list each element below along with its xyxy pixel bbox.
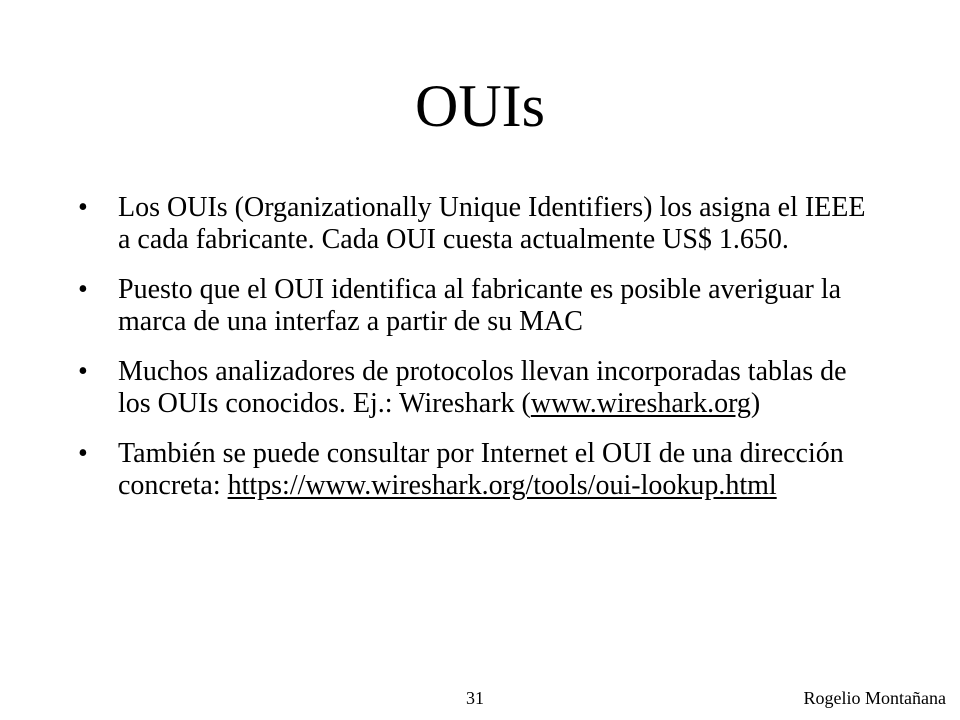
bullet-item	[78, 274, 878, 338]
bullet-icon: •	[78, 274, 88, 305]
bullet-icon: •	[78, 356, 88, 387]
author-name: Rogelio Montañana	[803, 688, 946, 708]
bullet-text: Puesto que el OUI identifica al fabricante es posible averiguar la marca de una interfaz a partir de su MAC	[118, 274, 842, 337]
bullet-list	[78, 192, 878, 520]
bullet-text	[118, 438, 844, 501]
oui-lookup-link[interactable]: https://www.wireshark.org/tools/oui-lookup.html	[227, 470, 777, 501]
bullet-text-after: )	[750, 388, 761, 419]
bullet-item	[78, 356, 878, 420]
bullet-icon: •	[78, 192, 88, 223]
wireshark-link[interactable]: www.wireshark.org	[530, 388, 751, 419]
bullet-text	[118, 356, 847, 419]
bullet-item	[78, 192, 878, 256]
page-number: 31	[466, 688, 484, 708]
bullet-text: Los OUIs (Organizationally Unique Identifiers) los asigna el IEEE a cada fabricante. Cada OUI cuesta actualmente US$ 1.650.	[118, 192, 866, 255]
bullet-icon: •	[78, 438, 88, 469]
bullet-text-before: También se puede consultar por Internet el OUI de una dirección concreta:	[118, 438, 844, 501]
bullet-item	[78, 438, 878, 502]
bullet-text-before: Muchos analizadores de protocolos llevan incorporadas tablas de los OUIs conocidos. Ej.: Wireshark (	[118, 356, 847, 419]
slide-title: OUIs	[415, 73, 545, 139]
